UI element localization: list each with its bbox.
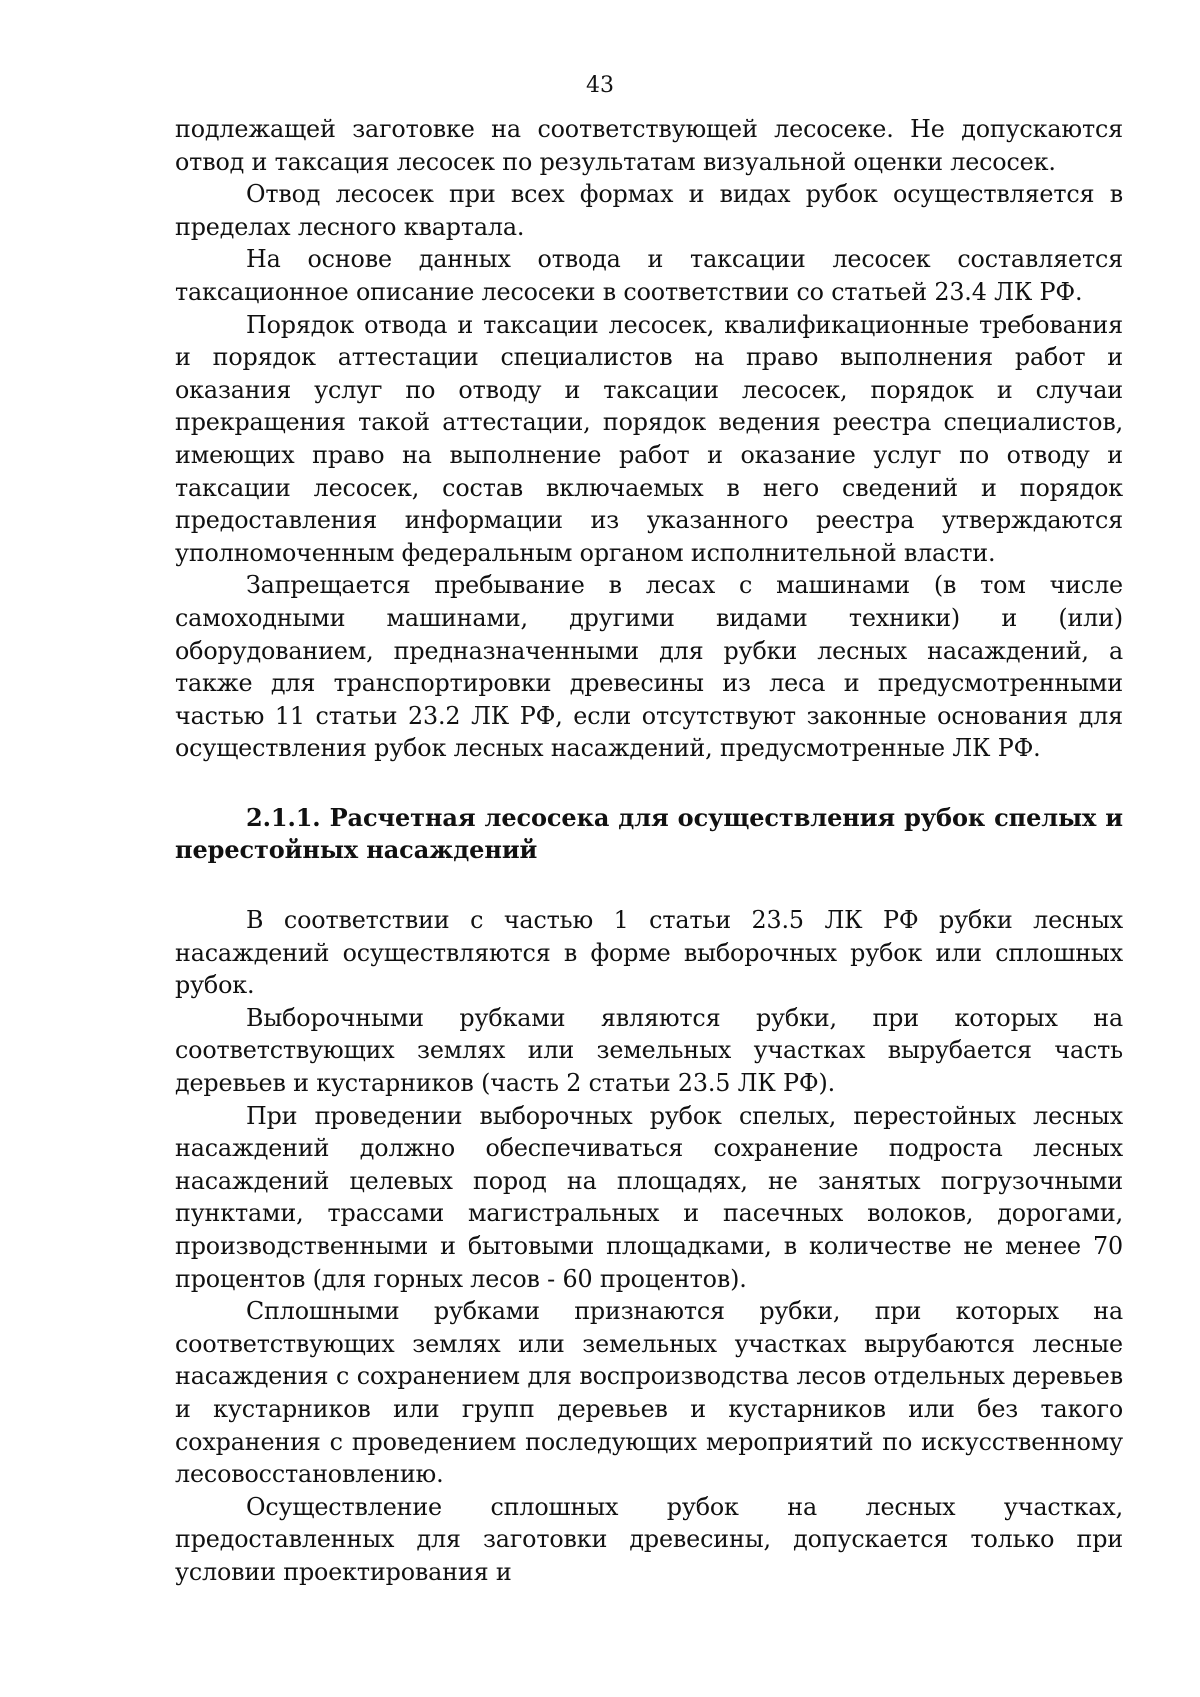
- paragraph: Запрещается пребывание в лесах с машинами (в том числе самоходными машинами, другими видами техники) и (или) оборудованием, предназначенными для рубки лесных насаждений, а также для транспортировки древесины из леса и предусмотренными частью 11 статьи 23.2 ЛК РФ, если отсутствуют законные основания для осуществления рубок лесных насаждений, предусмотренные ЛК РФ.: [175, 571, 1123, 763]
- paragraph: При проведении выборочных рубок спелых, перестойных лесных насаждений должно обеспечиваться сохранение подроста лесных насаждений целевых пород на площадях, не занятых погрузочными пунктами, трассами магистральных и пасечных волоков, дорогами, производственными и бытовыми площадками, в количестве не менее 70 процентов (для горных лесов - 60 процентов).: [175, 1101, 1123, 1293]
- paragraph: Отвод лесосек при всех формах и видах рубок осуществляется в пределах лесного квартала.: [175, 180, 1123, 241]
- document-body: [175, 113, 1123, 1589]
- paragraph: В соответствии с частью 1 статьи 23.5 ЛК РФ рубки лесных насаждений осуществляются в форме выборочных рубок или сплошных рубок.: [175, 906, 1123, 1000]
- section-heading: 2.1.1. Расчетная лесосека для осуществления рубок спелых и перестойных насаждений: [175, 802, 1123, 865]
- paragraph: Сплошными рубками признаются рубки, при которых на соответствующих землях или земельных участках вырубаются лесные насаждения с сохранением для воспроизводства лесов отдельных деревьев и кустарников или групп деревьев и кустарников или без такого сохранения с проведением последующих мероприятий по искусственному лесовосстановлению.: [175, 1297, 1123, 1489]
- paragraph: Выборочными рубками являются рубки, при которых на соответствующих землях или земельных участках вырубается часть деревьев и кустарников (часть 2 статьи 23.5 ЛК РФ).: [175, 1003, 1123, 1098]
- paragraph: Порядок отвода и таксации лесосек, квалификационные требования и порядок аттестации специалистов на право выполнения работ и оказания услуг по отводу и таксации лесосек, порядок и случаи прекращения такой аттестации, порядок ведения реестра специалистов, имеющих право на выполнение работ и оказание услуг по отводу и таксации лесосек, состав включаемых в него сведений и порядок предоставления информации из указанного реестра утверждаются уполномоченным федеральным органом исполнительной власти.: [175, 310, 1123, 567]
- page-number: 43: [586, 73, 614, 98]
- paragraph: На основе данных отвода и таксации лесосек составляется таксационное описание лесосеки в соответствии со статьей 23.4 ЛК РФ.: [175, 245, 1123, 306]
- paragraph-continued: Осуществление сплошных рубок на лесных участках, предоставленных для заготовки древесины, допускается только при условии проектирования и: [175, 1492, 1123, 1586]
- paragraph-continuation: подлежащей заготовке на соответствующей лесосеке. Не допускаются отвод и таксация лесосек по результатам визуальной оценки лесосек.: [175, 115, 1123, 176]
